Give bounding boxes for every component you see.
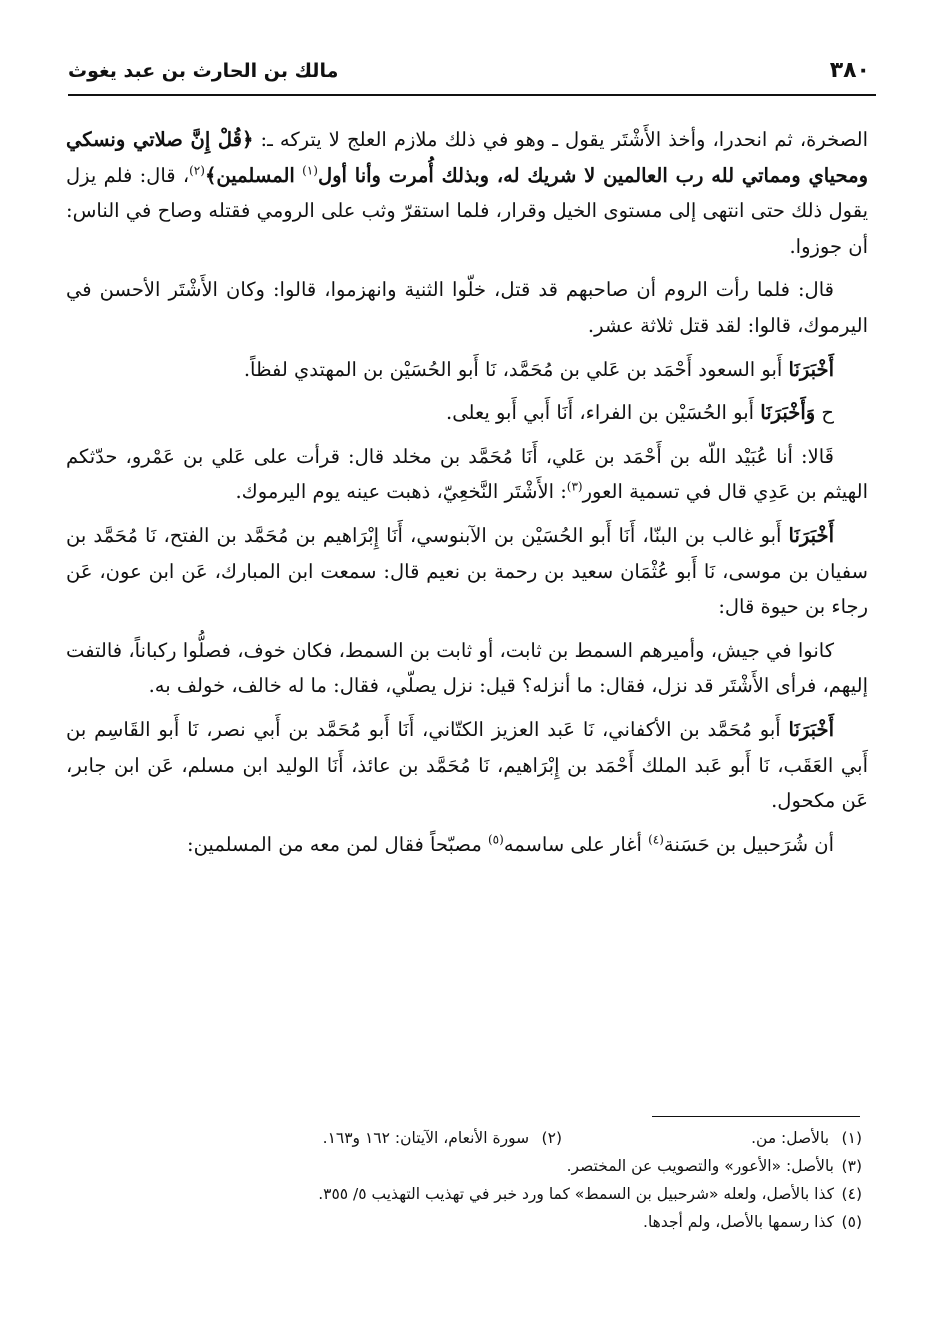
- paragraph-3: [66, 352, 868, 388]
- paragraph-5: [66, 439, 868, 510]
- paragraph-text: أَبو السعود أَحْمَد بن عَلي بن مُحَمَّد، نَا أَبو الحُسَيْن بن المهتدي لفظاً.: [243, 357, 789, 381]
- paragraph-text: أَبو غالب بن البنّا، أَنَا أَبو الحُسَيْن بن الآبنوسي، أَنَا إِبْرَاهيم بن مُحَمَّد بن الفتح، نَا مُحَمَّد بن سفيان بن موسى، نَا أَبو عُثْمَان سعيد بن رحمة بن نعيم قال: سمعت ابن المبارك، عَن ابن عون، عَن رجاء بن حيوة قال:: [66, 523, 868, 619]
- footnote-text: بالأصل: «الأعور» والتصويب عن المختصر.: [566, 1157, 834, 1175]
- footnote-number: (٢): [541, 1129, 562, 1147]
- paragraph-text: قَالا: أنا عُبَيْد اللّه بن أَحْمَد بن عَلي، أَنَا مُحَمَّد بن مخلد قال: قرأت على عَلي بن عَمْرو، حدّثكم الهيثم بن عَدِي قال في تسمية العور: [66, 444, 868, 504]
- footnote-number: (٤): [841, 1185, 862, 1203]
- page-header: [68, 54, 876, 96]
- paragraph-text: ، قال: فلم يزل يقول ذلك حتى انتهى إلى مستوى الخيل وقرار، فلما استقرّ وثب على الرومي فقتله وصاح في الناس: أن جوزوا.: [66, 163, 868, 258]
- paragraph-7: كانوا في جيش، وأميرهم السمط بن ثابت، أو ثابت بن السمط، فكان خوف، فصلُّوا ركباناً، فالتفت إليهم، فرأى الأَشْتَر قد نزل، فقال: ما أنزله؟ قيل: نزل يصلّي، فقال: ما له خالف، خولف به.: [66, 638, 868, 698]
- main-text: [66, 122, 868, 870]
- page-number: ٣٨٠: [829, 58, 870, 83]
- footnote-1: [562, 1124, 862, 1152]
- paragraph-8: [66, 712, 868, 819]
- paragraph-text: أن شُرَحبيل بن حَسَنة: [663, 832, 834, 856]
- footnote-4: [150, 1180, 862, 1208]
- paragraph-2: قال: فلما رأت الروم أن صاحبهم قد قتل، خلّوا الثنية وانهزموا، قالوا: وكان الأَشْتَر الأحسن في اليرموك، قالوا: لقد قتل ثلاثة عشر.: [66, 278, 868, 337]
- quran-verse: ﴿قُلْ إِنَّ صلاتي ونسكي ومحياي ومماتي لله رب العالمين لا شريك له، وبذلك أُمرت وأنا أول: [66, 128, 868, 187]
- paragraph-text: الصخرة، ثم انحدرا، وأخذ الأَشْتَر يقول ـ وهو في ذلك ملازم العلج لا يتركه ـ:: [253, 128, 868, 151]
- footnote-text: كذا بالأصل، ولعله «شرحبيل بن السمط» كما ورد خبر في تهذيب التهذيب ٥/ ٣٥٥.: [318, 1185, 834, 1203]
- footnote-ref-5[interactable]: (٥): [487, 832, 504, 847]
- narration-keyword: أَخْبَرَنَا: [788, 523, 834, 547]
- footnote-number: (٥): [841, 1213, 862, 1231]
- paragraph-text: أغار على ساسمه: [503, 832, 649, 856]
- footnote-row: [150, 1124, 862, 1152]
- footnote-text: سورة الأنعام، الآيتان: ١٦٢ و١٦٣.: [322, 1129, 530, 1147]
- footnote-text: كذا رسمها بالأصل، ولم أجدها.: [643, 1213, 834, 1231]
- footnote-ref-2[interactable]: (٢): [189, 163, 205, 178]
- paragraph-text: أَبو مُحَمَّد بن الأكفاني، نَا عَبد العزيز الكتّاني، أَنَا أَبو مُحَمَّد بن أَبي نصر، نَا أَبو القَاسِم بن أَبي العَقَب، نَا أَبو عَبد الملك أَحْمَد بن إِبْرَاهيم، نَا مُحَمَّد بن عائذ، أَنَا الوليد ابن مسلم، عَن ابن جابر، عَن مكحول.: [66, 717, 868, 813]
- footnote-text: بالأصل: من.: [751, 1129, 830, 1147]
- narration-keyword: وَأَخْبَرَنَا: [760, 401, 816, 425]
- paragraph-4: [66, 395, 868, 431]
- narration-keyword: أَخْبَرَنَا: [788, 357, 834, 381]
- paragraph-1: [66, 122, 868, 264]
- footnote-ref-1[interactable]: (١): [302, 163, 318, 178]
- ha-marker: ح: [815, 401, 834, 425]
- paragraph-9: [66, 827, 868, 863]
- footnote-3: [150, 1152, 862, 1180]
- footnote-divider: [652, 1116, 860, 1117]
- paragraph-6: [66, 518, 868, 625]
- paragraph-text: : الأَشْتَر النَّخعِيّ، ذهبت عينه يوم اليرموك.: [235, 480, 567, 504]
- paragraph-text: مصبّحاً فقال لمن معه من المسلمين:: [187, 832, 488, 856]
- running-title: مالك بن الحارث بن عبد يغوث: [68, 60, 339, 82]
- footnote-ref-3[interactable]: (٣): [566, 479, 583, 494]
- footnotes: [150, 1124, 862, 1236]
- footnote-5: [150, 1208, 862, 1236]
- narration-keyword: أَخْبَرَنَا: [788, 717, 834, 741]
- footnote-2: [323, 1124, 562, 1152]
- footnote-ref-4[interactable]: (٤): [648, 832, 664, 847]
- quran-verse-end: المسلمين﴾: [204, 163, 295, 187]
- footnote-number: (٣): [841, 1157, 862, 1175]
- paragraph-text: أَبو الحُسَيْن بن الفراء، أَنَا أَبي أَبو يعلى.: [446, 401, 761, 425]
- footnote-number: (١): [841, 1129, 862, 1147]
